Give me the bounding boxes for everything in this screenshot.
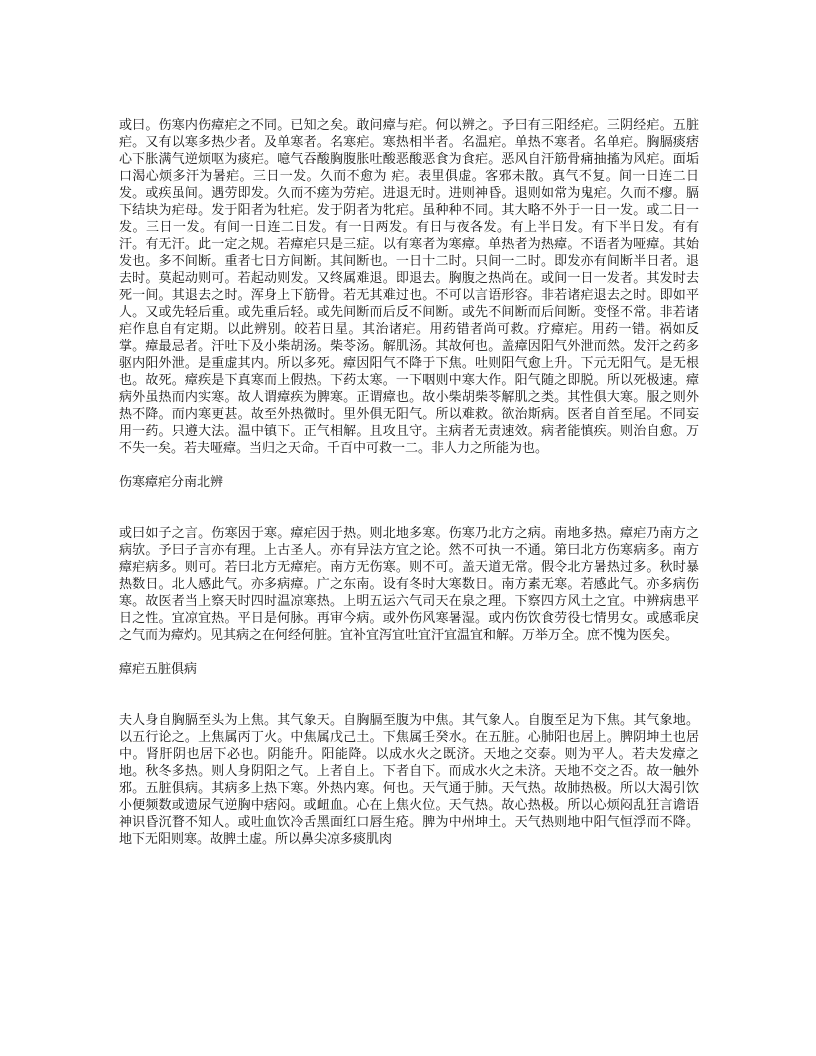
- section-heading: 瘴疟五脏俱病: [119, 662, 198, 677]
- body-paragraph: 或曰。伤寒内伤瘴疟之不同。已知之矣。敢问瘴与疟。何以辨之。予曰有三阳经疟。三阴经疟。五脏疟。又有以寒多热少者。及单寒者。名寒疟。寒热相半者。名温疟。单热不寒者。名单疟。胸膈痰痞心下胀满气逆烦呕为痰疟。噫气吞酸胸腹胀吐酸恶酸恶食为食疟。恶风自汗筋骨痛抽搐为风疟。面垢口渴心烦多汗为暑疟。三日一发。久而不愈为 疟。表里俱虚。客邪未散。真气不复。间一日连二日发。或疾虽间。遇劳即发。久而不瘥为劳疟。进退无时。进则神昏。退则如常为鬼疟。久而不瘳。膈下结块为疟母。发于阳者为牡疟。发于阴者为牝疟。虽种种不同。其大略不外于一日一发。或二日一发。三日一发。有间一日连二日发。有一日两发。有日与夜各发。有上半日发。有下半日发。有有汗。有无汗。此一定之规。若瘴疟只是三症。以有寒者为寒瘴。单热者为热瘴。不语者为哑瘴。其始发也。多不间断。重者七日方间断。其间断也。一日十二时。只间一二时。即发亦有间断半日者。退去时。莫起动则可。若起动则发。又终属难退。即退去。胸腹之热尚在。或间一日一发者。其发时去死一间。其退去之时。浑身上下筋骨。若无其难过也。不可以言语形容。非若诸疟退去之时。即如平人。又或先轻后重。或先重后轻。或先间断而后反不间断。或先不间断而后间断。变怪不常。非若诸疟作息自有定期。以此辨别。皎若日星。其治诸疟。用药错者尚可救。疗瘴疟。用药一错。祸如反掌。瘴最忌者。汗吐下及小柴胡汤。柴苓汤。解肌汤。其故何也。盖瘴因阳气外泄而然。发汗之药多驱内阳外泄。是重虚其内。所以多死。瘴因阳气不降于下焦。吐则阳气愈上升。下元无阳气。是无根也。故死。瘴疾是下真寒而上假热。下药太寒。一下咽则中寒大作。阳气随之即脱。所以死极速。瘴病外虽热而内实寒。故人谓瘴疾为脾寒。正谓瘴也。故小柴胡柴苓解肌之类。其性俱大寒。服之则外热不降。而内寒更甚。故至外热微时。里外俱无阳气。所以难救。欲治斯病。医者自首至尾。不同妄用一药。只遵大法。温中镇下。正气相解。且攻且守。主病者无责速效。病者能慎疾。则治自愈。万不失一矣。若夫哑瘴。当归之天命。千百中可救一二。非人力之所能为也。: [119, 118, 699, 456]
- paragraph-spacer: [119, 457, 699, 474]
- body-paragraph: 或曰如子之言。伤寒因于寒。瘴疟因于热。则北地多寒。伤寒乃北方之病。南地多热。瘴疟乃南方之病欤。予曰子言亦有理。上古圣人。亦有异法方宜之论。然不可执一不通。第曰北方伤寒病多。南方瘴疟病多。则可。若曰北方无瘴疟。南方无伤寒。则不可。盖天道无常。假令北方暑热过多。秋时暴热数日。北人感此气。亦多病瘴。广之东南。设有冬时大寒数日。南方素无寒。若感此气。亦多病伤寒。故医者当上察天时四时温凉寒热。上明五运六气司天在泉之理。下察四方风土之宜。中辨病患平日之性。宜凉宜热。平日是何脉。再审今病。或外伤风寒暑湿。或内伤饮食劳役七情男女。或感乖戾之气而为瘴灼。见其病之在何经何脏。宜补宜泻宜吐宜汗宜温宜和解。万举万全。庶不愧为医矣。: [119, 526, 699, 643]
- heading-spacer: [119, 491, 699, 525]
- heading-spacer: [119, 678, 699, 712]
- document-page: [119, 117, 699, 848]
- paragraph-spacer: [119, 644, 699, 661]
- section-heading: 伤寒瘴疟分南北辨: [119, 475, 224, 490]
- body-paragraph: 夫人身自胸膈至头为上焦。其气象天。自胸膈至腹为中焦。其气象人。自腹至足为下焦。其气象地。以五行论之。上焦属丙丁火。中焦属戊己土。下焦属壬癸水。在五脏。心肺阳也居上。脾阴坤土也居中。肾肝阴也居下必也。阴能升。阳能降。以成水火之既济。天地之交泰。则为平人。若夫发瘴之地。秋冬多热。则人身阴阳之气。上者自上。下者自下。而成水火之未济。天地不交之否。故一触外邪。五脏俱病。其病多上热下寒。外热内寒。何也。天气通于肺。天气热。故肺热极。所以大渴引饮小便频数或遗尿气逆胸中痞闷。或衄血。心在上焦火位。天气热。故心热极。所以心烦闷乱狂言谵语神识昏沉瞀不知人。或吐血饮冷舌黑面红口唇生疮。脾为中州坤土。天气热则地中阳气恒浮而不降。地下无阳则寒。故脾土虚。所以鼻尖凉多痰肌肉: [119, 713, 699, 847]
